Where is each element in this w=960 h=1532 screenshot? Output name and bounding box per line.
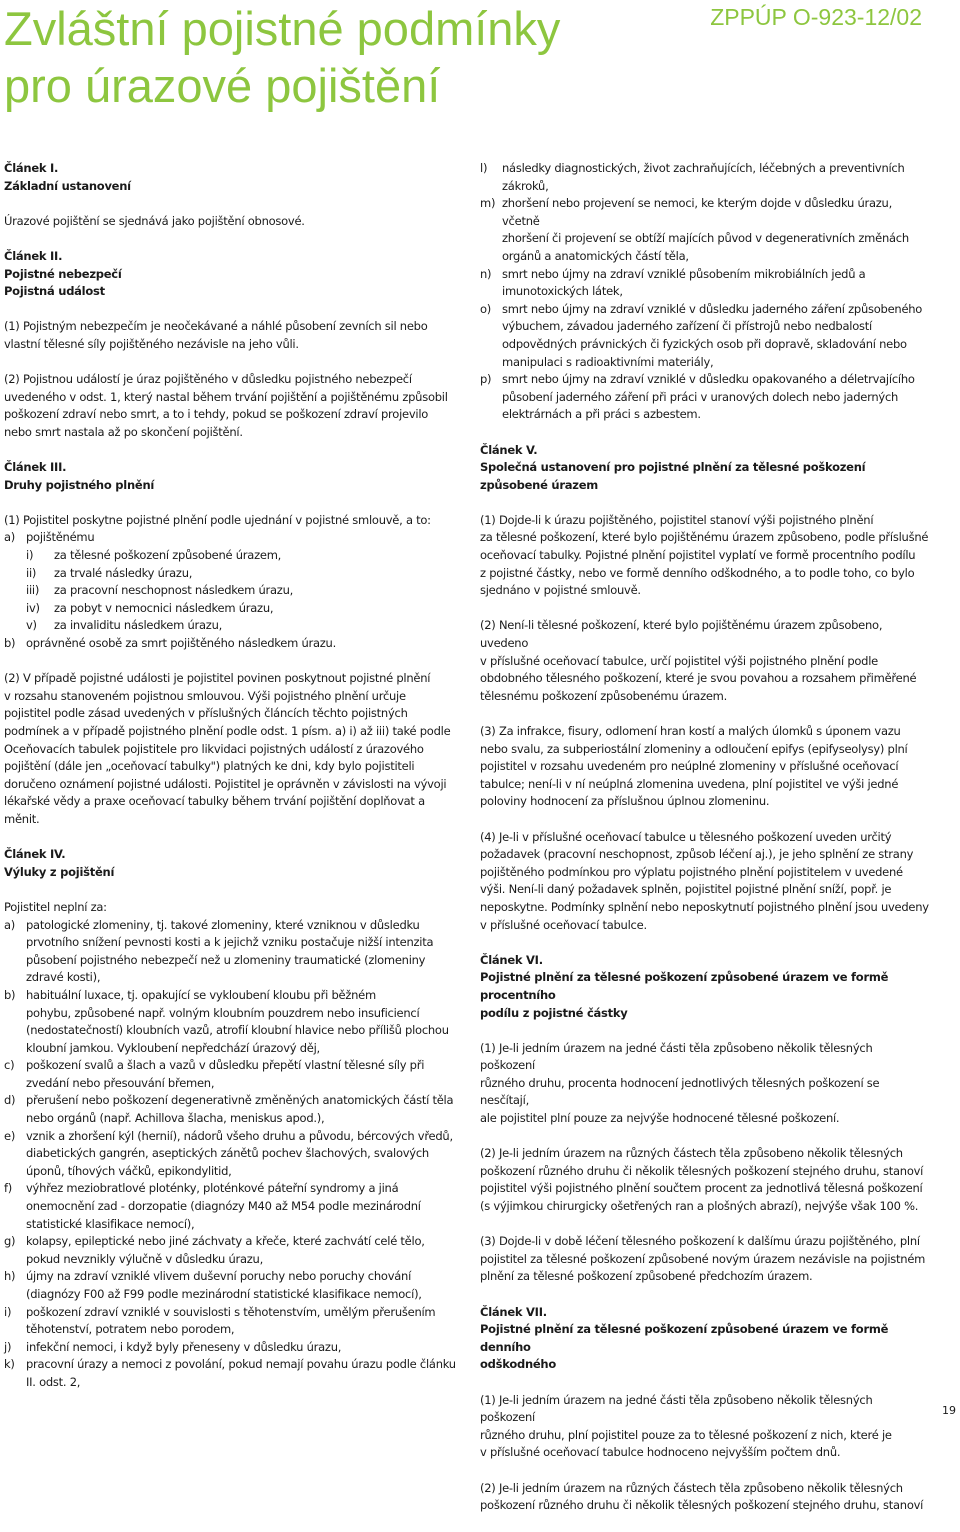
text-line: zdravé kosti), [26, 970, 101, 985]
text-line: orgánů a anatomických částí těla, [502, 248, 689, 263]
text-line: požadavek (pracovní neschopnost, způsob léčení aj.), je jeho splnění ze strany [480, 847, 914, 862]
article-title: podílu z pojistné částky [480, 1005, 628, 1020]
text-line: působení pojistného nebezpečí než u zlomeniny traumatické (zlomeniny [26, 952, 426, 967]
text-line: pojištěného podmínkou pro výplatu pojistného plnění pojistitelem v uvedené [480, 864, 903, 879]
text-line: poškození zdraví nebo smrt, a to i tehdy, pokud se poškození zdraví projevilo [4, 407, 429, 422]
text-line: vlastní tělesné síly pojištěného nezávisle na jeho vůli. [4, 336, 299, 351]
list-label: iv) [26, 600, 40, 615]
article-title: Pojistné plnění za tělesné poškození způsobené úrazem ve formě procentního [480, 970, 889, 1002]
document-title [4, 0, 560, 114]
text-line: obdobného tělesného poškození, které je svou povahou a rozsahem přiměřené [480, 671, 917, 686]
text-line: tělesnému poškození způsobenému úrazem. [480, 688, 728, 703]
list-item [480, 195, 930, 265]
article-number: Článek VI. [480, 952, 543, 967]
list-label: p) [480, 372, 492, 387]
list-item [480, 160, 930, 195]
text-line: poloviny hodnocení za příslušnou úplnou zlomeninu. [480, 794, 770, 809]
text-line: (1) Pojistitel poskytne pojistné plnění podle ujednání v pojistné smlouvě, a to: [4, 512, 431, 527]
article-3-heading [4, 459, 456, 494]
text-line: zhoršení či projevení se obtíží majících původ v degenerativních změnách [502, 231, 909, 246]
list-label: k) [4, 1357, 15, 1372]
article-2-paragraph-1 [4, 318, 456, 353]
list-item [4, 1356, 456, 1391]
article-1-heading [4, 160, 456, 195]
list-item [4, 917, 456, 987]
text-line: neposkytne. Podmínky splnění nebo neposkytnutí pojistného plnění jsou uvedeny [480, 899, 929, 914]
article-3-paragraph-1 [4, 512, 456, 653]
article-number: Článek II. [4, 248, 63, 263]
left-column [4, 160, 456, 1392]
text-line: (1) Dojde-li k úrazu pojištěného, pojistitel stanoví výši pojistného plnění [480, 512, 874, 527]
list-label: i) [26, 548, 34, 563]
list-item [4, 1268, 456, 1303]
text-line: (2) Je-li jedním úrazem na různých částech těla způsobeno několik tělesných [480, 1480, 903, 1495]
list-label: e) [4, 1128, 16, 1143]
article-title: Pojistné nebezpečí [4, 266, 122, 281]
text-line: v příslušné oceňovací tabulce, určí pojistitel výši pojistného plnění podle [480, 653, 878, 668]
page-number: 19 [942, 1404, 956, 1417]
text-line: újmy na zdraví vzniklé vlivem duševní poruchy nebo poruchy chování [26, 1269, 412, 1284]
list-item [4, 1092, 456, 1127]
list-item [4, 987, 456, 1057]
text-line: pojištění (dále jen „oceňovací tabulky") platných ke dni, kdy bylo pojistiteli [4, 759, 415, 774]
text-line: poškození svalů a šlach a vazů v důsledku přepětí vlastní tělesné síly při [26, 1058, 425, 1073]
article-5-paragraphs [480, 512, 930, 934]
paragraph [480, 617, 930, 705]
text-line: (diagnózy F00 až F99 podle mezinárodní statistické klasifikace nemocí), [26, 1287, 422, 1301]
article-title: Pojistné plnění za tělesné poškození způsobené úrazem ve formě denního [480, 1322, 889, 1354]
article-7-paragraphs [480, 1392, 930, 1515]
paragraph [480, 1233, 930, 1286]
text-line: (nedostatečností) kloubních vazů, atrofií kloubní hlavice nebo přílišů plochou [26, 1023, 449, 1038]
text-line: habituální luxace, tj. opakující se vykloubení kloubu při běžném [26, 987, 376, 1002]
text-line: prvotního snížení pevnosti kosti a k jejichž vzniku postačuje nižší intenzita [26, 935, 434, 950]
list-item [4, 1057, 456, 1092]
paragraph [480, 512, 930, 600]
list-label: d) [4, 1093, 16, 1108]
text-line: z pojistné částky, nebo ve formě denního odškodného, a to podle toho, co bylo [480, 565, 915, 580]
text-line: smrt nebo újmy na zdraví vzniklé v důsledku opakovaného a déletrvajícího [502, 372, 915, 387]
text-line: za pracovní neschopnost následkem úrazu, [54, 583, 294, 598]
text-line: nebo smrt nastala až po skončení pojištění. [4, 424, 243, 439]
text-line: oceňovací tabulky. Pojistné plnění pojistitel vyplatí ve formě procentního podílu [480, 548, 916, 563]
article-4-heading [4, 846, 456, 881]
text-line: (3) Za infrakce, fisury, odlomení hran kostí a malých úlomků s úponem vazu [480, 724, 901, 738]
list-label: a) [4, 530, 16, 545]
text-line: kloubní jamkou. Vykloubení nepředchází úrazový děj, [26, 1040, 320, 1055]
text-line: onemocnění zad - dorzopatie (diagnózy M40 až M54 podle mezinárodní [26, 1199, 421, 1214]
text-line: smrt nebo újmy na zdraví vzniklé v důsledku jaderného záření způsobeného [502, 301, 923, 316]
paragraph [480, 1145, 930, 1215]
text-line: pokud nevznikly výlučně v důsledku úrazu, [26, 1251, 263, 1266]
text-line: manipulaci s radioaktivními materiály, [502, 354, 714, 369]
list-label: f) [4, 1181, 13, 1196]
text-line: pracovní úrazy a nemoci z povolání, pokud nemají povahu úrazu podle článku [26, 1357, 456, 1372]
text-line: (2) V případě pojistné události je pojistitel povinen poskytnout pojistné plnění [4, 671, 431, 686]
text-line: patologické zlomeniny, tj. takové zlomeniny, které vzniknou v důsledku [26, 917, 420, 932]
text-line: (1) Je-li jedním úrazem na jedné části těla způsobeno několik tělesných poškození [480, 1040, 873, 1073]
text-line: poškození zdraví vzniklé v souvislosti s těhotenstvím, umělým přerušením [26, 1304, 436, 1319]
article-title: Základní ustanovení [4, 178, 131, 193]
text-line: pojistitel v rozsahu uvedeném pro neúplné zlomeniny v příslušné oceňovací [480, 759, 899, 774]
list-item [4, 529, 456, 547]
paragraph [480, 1392, 930, 1462]
list-item [480, 371, 930, 424]
list-item [4, 1180, 456, 1233]
list-item [4, 1128, 456, 1181]
text-line: kolapsy, epileptické nebo jiné záchvaty a křeče, které zachvátí celé tělo, [26, 1234, 425, 1249]
paragraph [480, 1480, 930, 1515]
text-line: výbuchem, závadou jaderného zařízení či přístrojů nebo nedbalostí [502, 319, 872, 334]
list-item [480, 266, 930, 301]
text-line: (3) Dojde-li v době léčení tělesného poškození k dalšímu úrazu pojištěného, plní [480, 1234, 920, 1249]
article-number: Článek I. [4, 161, 59, 175]
list-label: n) [480, 266, 492, 281]
text-line: sjednáno v pojistné smlouvě. [480, 583, 641, 598]
list-label: j) [4, 1339, 12, 1354]
text-line: nebo svalu, za subperiostální zlomeniny a odloučení epifys (epifyseolysy) plní [480, 741, 908, 756]
text-line: odpovědných právnických či fyzických osob při dopravě, skladování nebo [502, 336, 907, 351]
sub-list-item [4, 582, 456, 600]
list-label: l) [480, 161, 488, 175]
list-label: g) [4, 1234, 16, 1249]
document-title-line: Zvláštní pojistné podmínky [4, 2, 561, 55]
text-line: nebo orgánů (např. Achillova šlacha, meniskus apod.), [26, 1111, 325, 1126]
article-4-list [4, 899, 456, 1392]
document-code: ZPPÚP O-923-12/02 [710, 4, 922, 30]
text-line: imunotoxických látek, [502, 284, 623, 299]
text-line: těhotenství, potratem nebo porodem, [26, 1322, 235, 1337]
article-title: Druhy pojistného plnění [4, 477, 155, 492]
text-line: ale pojistitel plní pouze za nejvýše hodnocené tělesné poškození. [480, 1111, 840, 1126]
article-title: Pojistná událost [4, 284, 105, 299]
article-title: Společná ustanovení pro pojistné plnění za tělesné poškození [480, 460, 866, 475]
text-line: (1) Je-li jedním úrazem na jedné části těla způsobeno několik tělesných poškození [480, 1392, 873, 1425]
article-6-heading [480, 952, 930, 1022]
list-item [4, 635, 456, 653]
text-line: tabulce; není-li v ní neúplná zlomenina uvedena, plní pojistitel ve výši jedné [480, 776, 899, 791]
text-line: za tělesné poškození, které bylo pojištěnému úrazem způsobeno, podle příslušné [480, 530, 929, 545]
text-line: výhřez meziobratlové ploténky, ploténkové páteřní syndromy a jiná [26, 1181, 399, 1196]
exclusion-list [4, 917, 456, 1392]
text-line: různého druhu, procenta hodnocení jednotlivých tělesných poškození se nesčítají, [480, 1075, 880, 1108]
article-2-heading [4, 248, 456, 301]
text-line: podmínek a v případě pojistného plnění podle odst. 1 písm. a) i) až iii) také podle [4, 724, 451, 738]
text-line: smrt nebo újmy na zdraví vzniklé působením mikrobiálních jedů a [502, 266, 866, 281]
paragraph [480, 829, 930, 935]
article-1-paragraph [4, 213, 456, 231]
article-2-paragraph-2 [4, 371, 456, 441]
text-line: zhoršení nebo projevení se nemoci, ke kterým dojde v důsledku úrazu, včetně [502, 196, 892, 228]
text-line: lékařské vědy a praxe oceňovací tabulky během trvání pojištění doplňovat a [4, 794, 425, 809]
text-line: v příslušné oceňovací tabulce hodnoceno nejvyšším počtem dnů. [480, 1445, 841, 1460]
text-line: za tělesné poškození způsobené úrazem, [54, 548, 282, 563]
sub-list-item [4, 617, 456, 635]
exclusion-list-continued [480, 160, 930, 424]
paragraph [480, 1040, 930, 1128]
list-label: v) [26, 618, 37, 633]
list-item [4, 1339, 456, 1357]
text-line: výši. Není-li daný požadavek splněn, pojistitel pojistné plnění sníží, popř. je [480, 882, 892, 897]
text-line: plnění za tělesné poškození způsobené předchozím úrazem. [480, 1269, 813, 1284]
sub-list-item [4, 600, 456, 618]
list-item [4, 1304, 456, 1339]
list-label: b) [4, 987, 16, 1002]
text-line: vznik a zhoršení kýl (hernií), nádorů všeho druhu a původu, bércových vředů, [26, 1128, 453, 1143]
text-line: (4) Je-li v příslušné oceňovací tabulce u tělesného poškození uveden určitý [480, 829, 892, 844]
text-line: (2) Pojistnou událostí je úraz pojištěného v důsledku pojistného nebezpečí [4, 372, 412, 387]
text-line: poškození různého druhu či několik tělesných poškození stejného druhu, stanoví [480, 1498, 924, 1513]
list-label: i) [4, 1304, 12, 1319]
text-line: pojistitel podle zásad uvedených v příslušných článcích těchto pojistných [4, 706, 408, 721]
text-line: diabetických gangrén, aseptických zánětů pochev šlachových, svalových [26, 1146, 429, 1161]
article-5-heading [480, 442, 930, 495]
text-line: statistické klasifikace nemocí), [26, 1216, 195, 1231]
list-item [4, 1233, 456, 1268]
text-line: přerušení nebo poškození degenerativně změněných anatomických částí těla [26, 1093, 454, 1108]
text-line: pohybu, způsobené např. volným kloubním pouzdrem nebo insuficiencí [26, 1005, 420, 1020]
document-title-line: pro úrazové pojištění [4, 59, 441, 112]
text-line: za trvalé následky úrazu, [54, 565, 193, 580]
article-7-heading [480, 1304, 930, 1374]
article-title: odškodného [480, 1357, 557, 1372]
list-label: o) [480, 301, 492, 316]
article-number: Článek VII. [480, 1304, 547, 1319]
article-number: Článek IV. [4, 847, 66, 862]
list-label: c) [4, 1058, 15, 1073]
article-3-paragraph-2 [4, 670, 456, 828]
text-line: (2) Není-li tělesné poškození, které bylo pojištěnému úrazem způsobeno, uvedeno [480, 618, 883, 651]
text-line: Pojistitel neplní za: [4, 899, 107, 914]
text-line: pojištěnému [26, 530, 95, 545]
text-line: (s výjimkou chirurgicky ošetřených ran a plošných abrazí), nejvýše však 100 %. [480, 1199, 919, 1214]
text-line: zákroků, [502, 178, 549, 193]
article-number: Článek V. [480, 442, 538, 457]
list-label: b) [4, 636, 16, 651]
text-line: měnit. [4, 811, 40, 826]
list-label: iii) [26, 583, 40, 598]
text-line: v příslušné oceňovací tabulce. [480, 917, 647, 932]
article-number: Článek III. [4, 460, 67, 475]
text-line: II. odst. 2, [26, 1374, 81, 1389]
text-line: infekční nemoci, i když byly přeneseny v důsledku úrazu, [26, 1339, 342, 1354]
list-label: h) [4, 1269, 16, 1284]
list-label: ii) [26, 565, 37, 580]
text-line: oprávněné osobě za smrt pojištěného následkem úrazu. [26, 636, 336, 651]
article-title: Výluky z pojištění [4, 864, 115, 879]
text-line: zvedání nebo přesouvání břemen, [26, 1075, 215, 1090]
text-line: Úrazové pojištění se sjednává jako pojištění obnosové. [4, 213, 305, 228]
text-line: úponů, tíhových váčků, epikondylitid, [26, 1163, 232, 1178]
list-label: a) [4, 917, 16, 932]
sub-list-item [4, 547, 456, 565]
list-item [480, 301, 930, 371]
text-line: pojistitel za tělesné poškození způsobené novým úrazem nezávisle na pojistném [480, 1251, 926, 1266]
text-line: (2) Je-li jedním úrazem na různých částech těla způsobeno několik tělesných [480, 1146, 903, 1161]
text-line: pojistitel výši pojistného plnění součtem procent za jednotlivá tělesná poškození [480, 1181, 923, 1196]
text-line: elektrárnách a při práci s azbestem. [502, 407, 701, 422]
text-line: různého druhu, plní pojistitel pouze za to tělesné poškození z nich, které je [480, 1427, 892, 1442]
paragraph [480, 723, 930, 811]
right-column [480, 160, 930, 1532]
list-label: m) [480, 196, 496, 211]
text-line: v rozsahu stanoveném pojistnou smlouvou. Výši pojistného plnění určuje [4, 688, 406, 703]
text-line: uvedeného v odst. 1, který nastal během trvání pojištění a pojištěnému způsobil [4, 389, 448, 404]
text-line: Oceňovacích tabulek pojistitele pro likvidaci pojistných událostí z úrazového [4, 741, 424, 756]
article-6-paragraphs [480, 1040, 930, 1286]
sub-list-item [4, 565, 456, 583]
text-line: doručeno oznámení pojistné události. Pojistitel je oprávněn v závislosti na vývoji [4, 776, 447, 791]
article-title: způsobené úrazem [480, 477, 598, 492]
text-line: za pobyt v nemocnici následkem úrazu, [54, 600, 274, 615]
text-line: poškození různého druhu či několik tělesných poškození stejného druhu, stanoví [480, 1163, 924, 1178]
text-line: za invaliditu následkem úrazu, [54, 618, 223, 633]
text-line: následky diagnostických, život zachraňujících, léčebných a preventivních [502, 161, 905, 175]
text-line: působení jaderného záření při práci v uranových dolech nebo jaderných [502, 389, 899, 404]
text-line: (1) Pojistným nebezpečím je neočekávané a náhlé působení zevních sil nebo [4, 319, 428, 334]
